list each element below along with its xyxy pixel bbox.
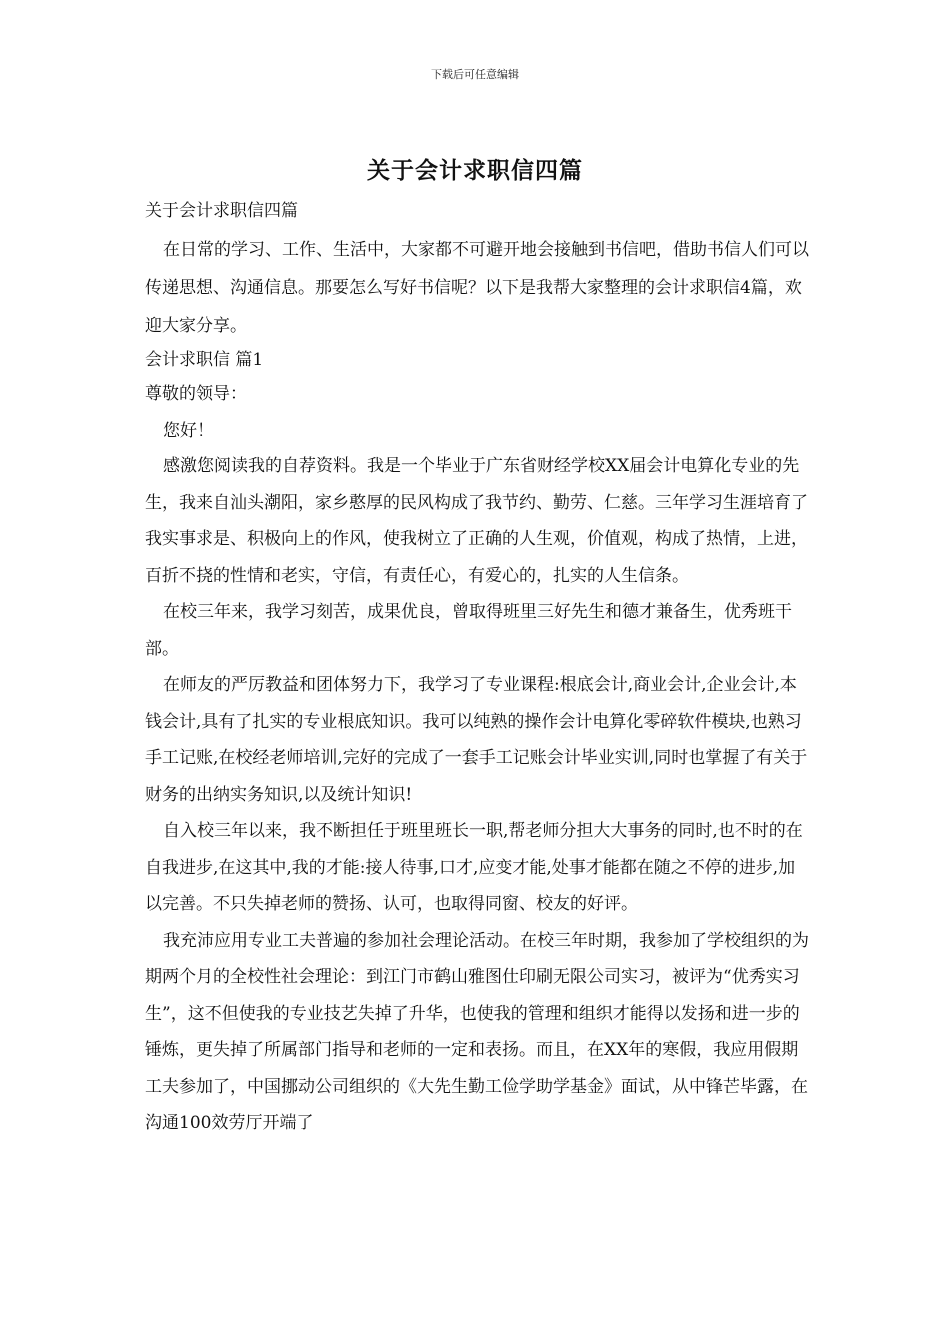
body-paragraph-3: 在师友的严厉教益和团体努力下，我学习了专业课程:根底会计,商业会计,企业会计,本钱会计,具有了扎实的专业根底知识。我可以纯熟的操作会计电算化零碎软件模块,也熟习手工记账,在校经老师培训,完好的完成了一套手工记账会计毕业实训,同时也掌握了有关于财务的出纳实务知识,以及统计知识! xyxy=(145,675,808,805)
document-title: 关于会计求职信四篇 xyxy=(367,157,583,184)
body-paragraph-5: 我充沛应用专业工夫普遍的参加社会理论活动。在校三年时期，我参加了学校组织的为期两个月的全校性社会理论：到江门市鹤山雅图仕印刷无限公司实习，被评为“优秀实习生”，这不但使我的专业技艺失掉了升华，也使我的管理和组织才能得以发扬和进一步的锤炼，更失掉了所属部门指导和老师的一定和表扬。而且，在XX年的寒假，我应用假期工夫参加了，中国挪动公司组织的《大先生勤工俭学助学基金》面试，从中锋芒毕露，在沟通100效劳厅开端了 xyxy=(145,930,809,1133)
subtitle-line: 关于会计求职信四篇 xyxy=(145,201,298,221)
body-paragraph-2: 在校三年来，我学习刻苦，成果优良，曾取得班里三好先生和德才兼备生，优秀班干部。 xyxy=(145,602,792,659)
salutation: 尊敬的领导： xyxy=(145,384,247,404)
section-heading: 会计求职信 篇1 xyxy=(145,349,264,370)
body-paragraph-1: 感激您阅读我的自荐资料。我是一个毕业于广东省财经学校XX届会计电算化专业的先生，我来自汕头潮阳，家乡憨厚的民风构成了我节约、勤劳、仁慈。三年学习生涯培育了我实事求是、积极向上的作风，使我树立了正确的人生观，价值观，构成了热情，上进，百折不挠的性情和老实，守信，有责任心，有爱心的，扎实的人生信条。 xyxy=(145,456,808,586)
body-paragraph-4: 自入校三年以来，我不断担任于班里班长一职,帮老师分担大大事务的同时,也不时的在自我进步,在这其中,我的才能:接人待事,口才,应变才能,处事才能都在随之不停的进步,加以完善。不只失掉老师的赞扬、认可，也取得同窗、校友的好评。 xyxy=(145,821,803,914)
greeting: 您好！ xyxy=(163,420,214,441)
intro-paragraph: 在日常的学习、工作、生活中，大家都不可避开地会接触到书信吧，借助书信人们可以传递思想、沟通信息。那要怎么写好书信呢？以下是我帮大家整理的会计求职信4篇，欢迎大家分享。 xyxy=(145,239,809,336)
document-body xyxy=(145,196,810,1142)
header-note: 下载后可任意编辑 xyxy=(431,68,519,81)
